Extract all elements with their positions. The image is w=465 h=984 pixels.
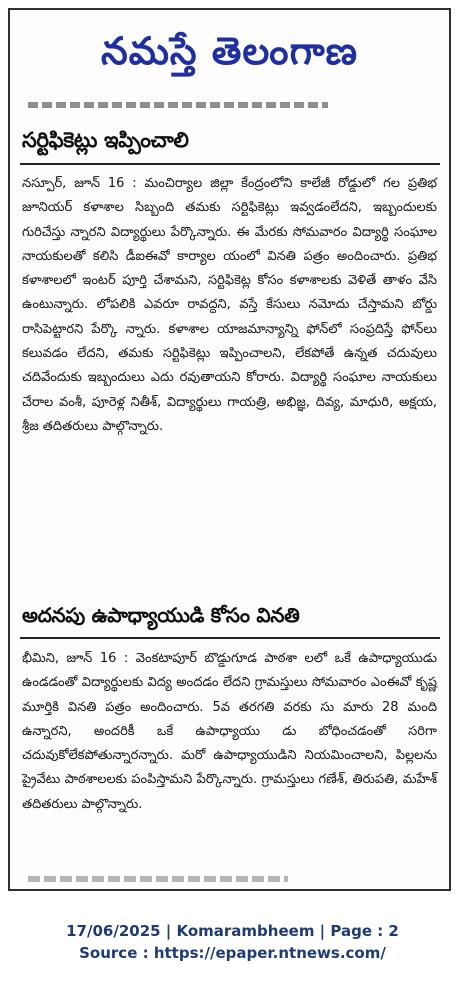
article1-headline: సర్టిఫికెట్లు ఇప్పించాలి <box>22 128 189 152</box>
article2-headline: అదనపు ఉపాధ్యాయుడి కోసం వినతి <box>22 603 300 627</box>
headline-rule <box>20 637 440 639</box>
headline-rule <box>20 163 440 165</box>
cut-off-text-line <box>28 102 328 108</box>
article2-body: భీమిని, జూన్ 16 : వెంకటాపూర్ బొడ్డుగూడ పాఠశా లలో ఒకే ఉపాధ్యాయుడు ఉండడంతో విద్యార్థులకు విద్య అందడం లేదని గ్రామస్తులు సోమవారం ఎంఈవో కృష్ణ మూర్తికి వినతి పత్రం అందించారు. 5వ తరగతి వరకు సు మారు 28 మంది ఉన్నారని, అందరికీ ఒకే ఉపాధ్యాయు డు బోధించడంతో సరిగా చదువుకోలేకపోతున్నారన్నారు. మరో ఉపాధ్యాయుడిని నియమించాలని, పిల్లలను ప్రైవేటు పాఠశాలలకు పంపిస్తామని పేర్కొన్నారు. గ్రామస్తులు గణేశ్, తిరుపతి, మహేశ్ తదితరులు పాల్గొన్నారు. <box>22 651 442 812</box>
newspaper-clipping <box>8 8 451 891</box>
masthead-logo: నమస్తే తెలంగాణ <box>101 29 358 73</box>
footer-date-line: 17/06/2025 | Komarambheem | Page : 2 <box>66 922 399 940</box>
footer-source-line: Source : https://epaper.ntnews.com/ <box>79 944 386 962</box>
article1-body: నస్పూర్, జూన్ 16 : మంచిర్యాల జిల్లా కేంద్రంలోని కాలేజీ రోడ్డులో గల ప్రతిభ జూనియర్ కళాశాల సిబ్బంది తమకు సర్టిఫికెట్లు ఇవ్వడంలేదని, ఇబ్బందులకు గురిచేస్తు న్నారని విద్యార్థులు పేర్కొన్నారు. ఈ మేరకు సోమవారం విద్యార్థి సంఘాల నాయకులతో కలిసి డీఐఈవో కార్యాల యంలో వినతి పత్రం అందించారు. ప్రతిభ కళాశాలలో ఇంటర్ పూర్తి చేశామని, సర్టిఫికెట్ల కోసం కళాశాలకు వెళితే తాళం వేసి ఉంటున్నారు. లోపలికి ఎవరూ రావద్దని, వస్తే కేసులు నమోదు చేస్తామని బోర్డు రాసిపెట్టారని పేర్కొ న్నారు. కళాశాల యాజమాన్యాన్ని ఫోన్‌లో సంప్రదిస్తే ఫోన్‌లు కలువడం లేదని, తమకు సర్టిఫికెట్లు ఇప్పించాలని, లేకపోతే ఉన్నత చదువులు చదివేందుకు ఇబ్బందులు ఎదు రవుతాయని కోరారు. విద్యార్థి సంఘాల నాయకులు చేరాల వంశీ, పూరెళ్ల నితీశ్, విద్యార్థులు గాయత్రి, అభిజ్ఞ, దివ్య, మాధురి, అక్షయ, శ్రీజ తదితరులు పాల్గొన్నారు. <box>22 176 442 434</box>
cut-off-text-line <box>28 876 288 882</box>
